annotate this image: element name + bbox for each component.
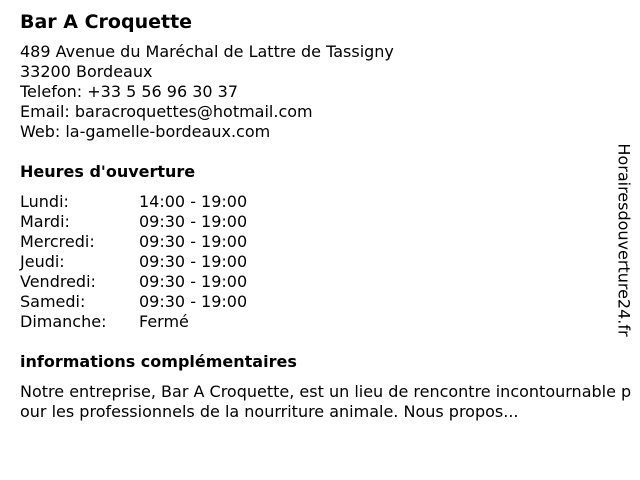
website-line[interactable]: Web: la-gamelle-bordeaux.com (20, 122, 271, 141)
hours-row (20, 292, 247, 312)
time-range: 09:30 - 19:00 (139, 252, 248, 271)
address-line-2: 33200 Bordeaux (20, 62, 153, 81)
time-range: 14:00 - 19:00 (139, 192, 248, 211)
hours-row (20, 212, 247, 232)
hours-row (20, 272, 247, 292)
day-label: Mercredi: (20, 232, 95, 251)
hours-row (20, 312, 247, 332)
site-watermark: Horairesdouverture24.fr (614, 143, 634, 337)
day-label: Samedi: (20, 292, 86, 311)
opening-hours-heading: Heures d'ouverture (20, 162, 196, 181)
time-range: 09:30 - 19:00 (139, 232, 248, 251)
day-label: Dimanche: (20, 312, 107, 331)
time-range: Fermé (139, 312, 189, 331)
business-name: Bar A Croquette (20, 11, 193, 33)
additional-info-heading: informations complémentaires (20, 352, 297, 371)
hours-row (20, 232, 247, 252)
time-range: 09:30 - 19:00 (139, 212, 248, 231)
day-label: Lundi: (20, 192, 69, 211)
hours-row (20, 252, 247, 272)
day-label: Jeudi: (20, 252, 65, 271)
business-description: Notre entreprise, Bar A Croquette, est un lieu de rencontre incontournable pour les professionnels de la nourriture animale. Nous propos... (20, 382, 632, 421)
time-range: 09:30 - 19:00 (139, 272, 248, 291)
time-range: 09:30 - 19:00 (139, 292, 248, 311)
hours-row (20, 192, 247, 212)
day-label: Vendredi: (20, 272, 96, 291)
day-label: Mardi: (20, 212, 70, 231)
address-line-1: 489 Avenue du Maréchal de Lattre de Tassigny (20, 42, 394, 61)
phone-line[interactable]: Telefon: +33 5 56 96 30 37 (20, 82, 239, 101)
email-line[interactable]: Email: baracroquettes@hotmail.com (20, 102, 313, 121)
opening-hours-table (20, 192, 247, 332)
